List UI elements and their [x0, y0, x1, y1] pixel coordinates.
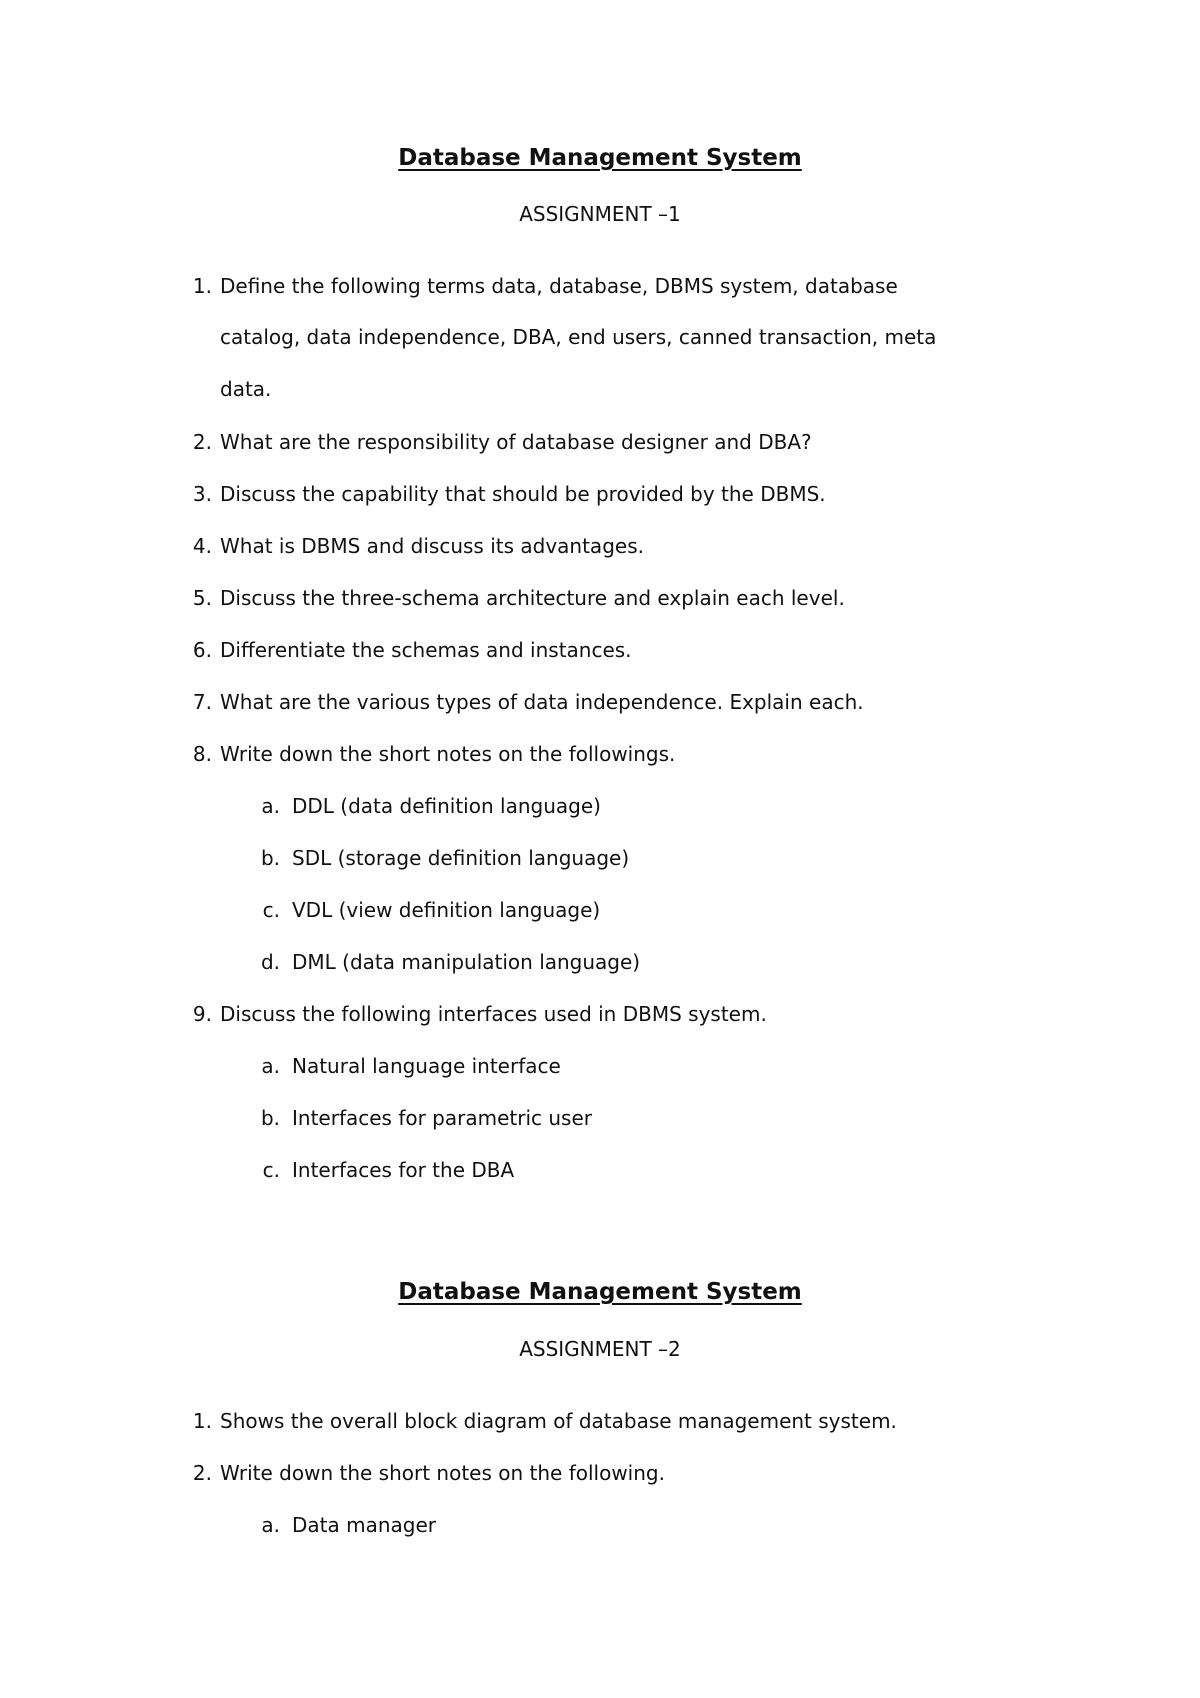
question-text: Write down the short notes on the following.: [220, 1461, 665, 1485]
sub-item-letter: b.: [260, 846, 280, 870]
question-text: What are the various types of data independence. Explain each.: [220, 690, 864, 714]
assignment-2-subtitle: ASSIGNMENT –2: [519, 1337, 681, 1361]
question-number: 2.: [192, 430, 212, 454]
sub-item-text: SDL (storage definition language): [292, 846, 630, 870]
question-text: Shows the overall block diagram of database management system.: [220, 1409, 897, 1433]
sub-item-letter: a.: [261, 1054, 280, 1078]
sub-item-letter: d.: [260, 950, 280, 974]
question-number: 7.: [192, 690, 212, 714]
sub-item-letter: c.: [262, 1158, 280, 1182]
question-number: 8.: [192, 742, 212, 766]
sub-item-letter: c.: [262, 898, 280, 922]
sub-item-letter: a.: [261, 794, 280, 818]
question-text: Discuss the three-schema architecture and explain each level.: [220, 586, 845, 610]
question-number: 1.: [192, 274, 212, 298]
question-text: Differentiate the schemas and instances.: [220, 638, 632, 662]
assignment-2-title: Database Management System: [398, 1279, 802, 1305]
sub-item-text: DDL (data definition language): [292, 794, 601, 818]
question-number: 5.: [192, 586, 212, 610]
question-number: 1.: [192, 1409, 212, 1433]
sub-item-text: Interfaces for the DBA: [292, 1158, 515, 1182]
question-text: What are the responsibility of database designer and DBA?: [220, 430, 812, 454]
question-text: Write down the short notes on the followings.: [220, 742, 676, 766]
question-text: What is DBMS and discuss its advantages.: [220, 534, 644, 558]
question-text: Discuss the capability that should be provided by the DBMS.: [220, 482, 826, 506]
assignment-1-subtitle: ASSIGNMENT –1: [519, 202, 681, 226]
sub-item-text: DML (data manipulation language): [292, 950, 641, 974]
question-text: Discuss the following interfaces used in DBMS system.: [220, 1002, 767, 1026]
sub-item-letter: a.: [261, 1513, 280, 1537]
sub-item-letter: b.: [260, 1106, 280, 1130]
question-text: Define the following terms data, database, DBMS system, database: [220, 274, 898, 298]
question-number: 4.: [192, 534, 212, 558]
question-number: 3.: [192, 482, 212, 506]
assignment-1-title: Database Management System: [398, 145, 802, 171]
sub-item-text: VDL (view definition language): [292, 898, 601, 922]
sub-item-text: Natural language interface: [292, 1054, 561, 1078]
sub-item-text: Interfaces for parametric user: [292, 1106, 592, 1130]
question-number: 9.: [192, 1002, 212, 1026]
question-number: 6.: [192, 638, 212, 662]
question-text-continued: data.: [220, 377, 272, 401]
question-text-continued: catalog, data independence, DBA, end users, canned transaction, meta: [220, 325, 937, 349]
question-number: 2.: [192, 1461, 212, 1485]
sub-item-text: Data manager: [292, 1513, 437, 1537]
